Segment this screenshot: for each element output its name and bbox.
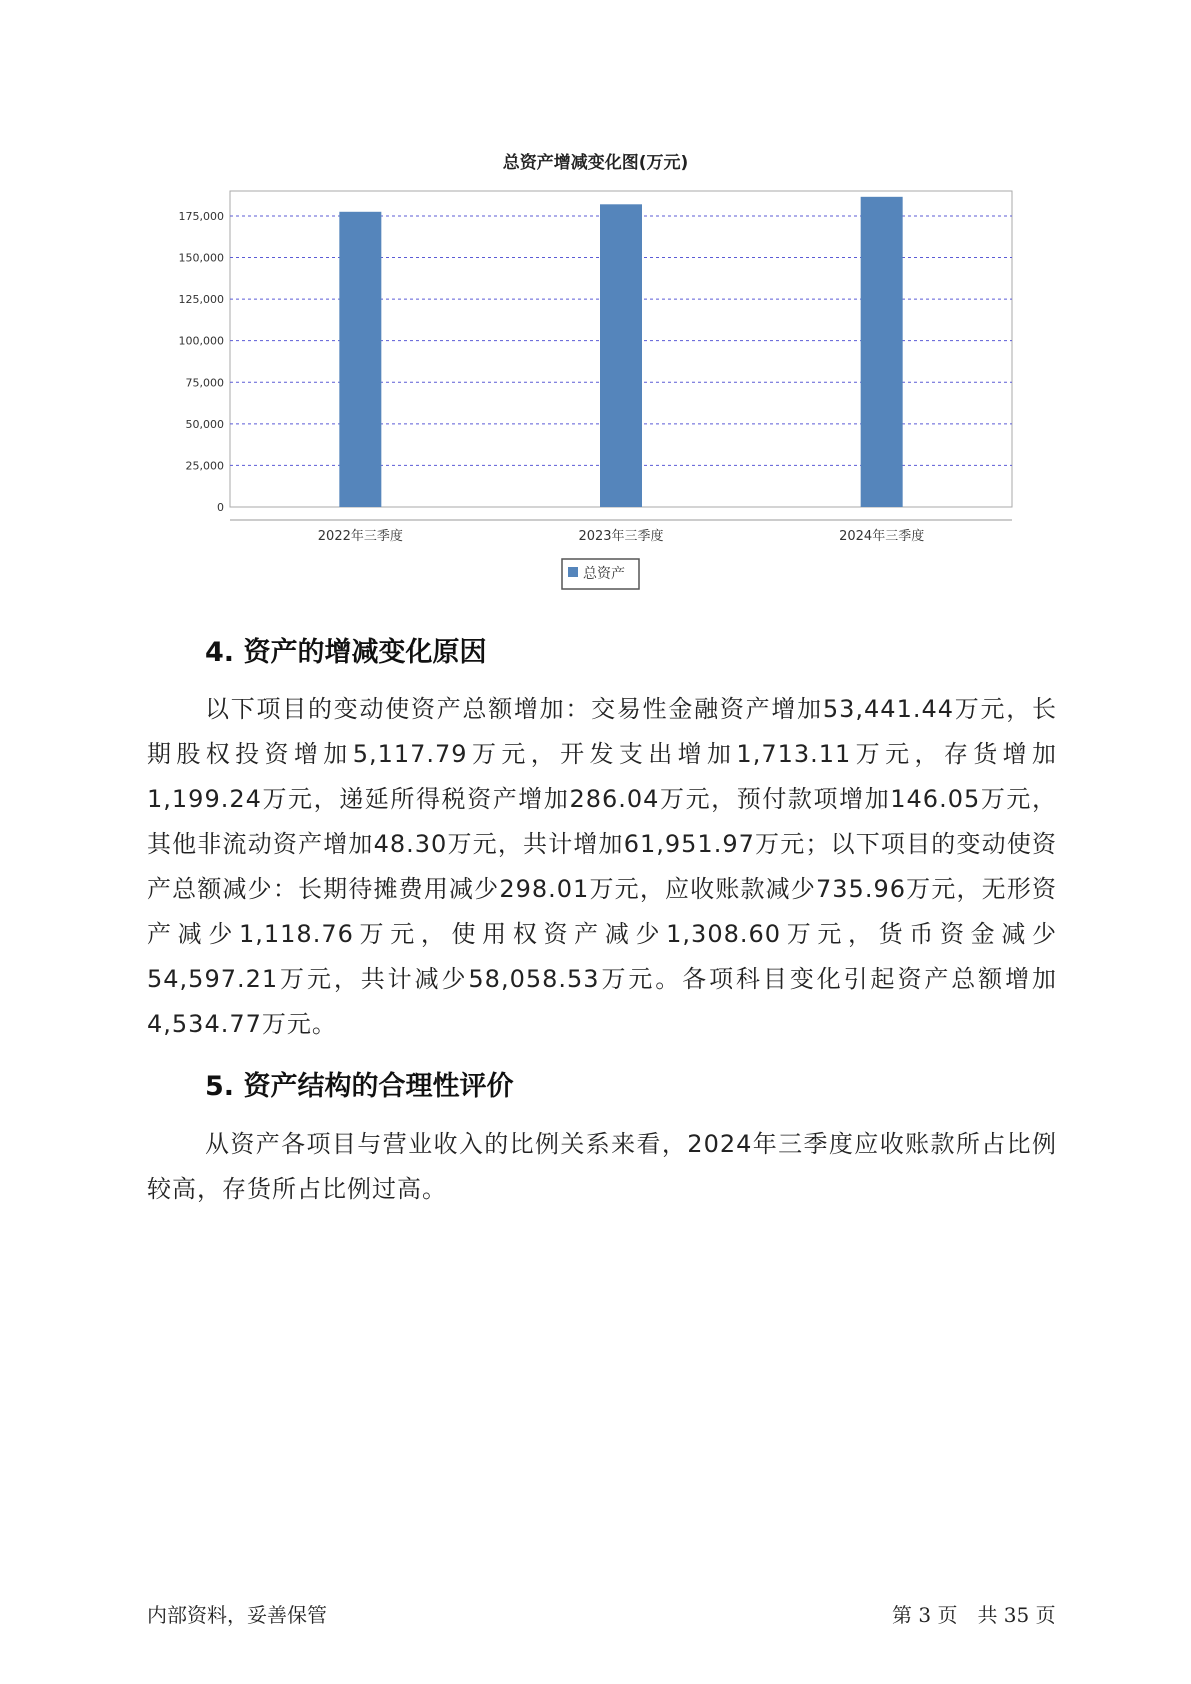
section-heading: 4. 资产的增减变化原因: [205, 637, 487, 668]
footer-page-number: 第 3 页 共 35 页: [892, 1603, 1056, 1627]
section-heading: 5. 资产结构的合理性评价: [205, 1071, 514, 1102]
y-tick-label: 25,000: [185, 459, 224, 473]
y-tick-label: 175,000: [178, 209, 224, 223]
x-tick-label: 2023年三季度: [578, 529, 664, 544]
chart-title: 总资产增减变化图(万元): [502, 153, 689, 173]
x-tick-label: 2024年三季度: [839, 529, 925, 544]
y-tick-label: 0: [217, 501, 224, 514]
x-axis-ticks: [318, 528, 924, 544]
y-tick-label: 75,000: [185, 376, 224, 390]
section-paragraph: 以下项目的变动使资产总额增加：交易性金融资产增加53,441.44万元，长期股权投资增加5,117.79万元，开发支出增加1,713.11万元，存货增加1,199.24万元，递延所得税资产增加286.04万元，预付款项增加146.05万元，其他非流动资产增加48.30万元，共计增加61,951.97万元；以下项目的变动使资产总额减少：长期待摊费用减少298.01万元，应收账款减少735.96万元，无形资产减少1,118.76万元，使用权资产减少1,308.60万元，货币资金减少54,597.21万元，共计减少58,058.53万元。各项科目变化引起资产总额增加4,534.77万元。: [147, 695, 1057, 1038]
x-tick-label: 2022年三季度: [317, 529, 403, 544]
section-paragraph: 从资产各项目与营业收入的比例关系来看，2024年三季度应收账款所占比例较高，存货所占比例过高。: [147, 1130, 1057, 1203]
legend-label: 总资产: [583, 566, 625, 582]
y-tick-label: 100,000: [178, 334, 224, 348]
legend: [562, 559, 639, 589]
bar-total-assets: [600, 204, 642, 507]
y-tick-label: 50,000: [185, 417, 224, 431]
bar-total-assets: [339, 212, 381, 507]
total-assets-bar-chart: [0, 0, 1191, 600]
y-tick-label: 125,000: [178, 293, 224, 307]
y-axis-ticks: [179, 210, 225, 514]
footer-confidential-note: 内部资料，妥善保管: [147, 1603, 327, 1627]
y-tick-label: 150,000: [178, 251, 224, 265]
bar-total-assets: [861, 197, 903, 507]
legend-swatch: [568, 567, 578, 577]
